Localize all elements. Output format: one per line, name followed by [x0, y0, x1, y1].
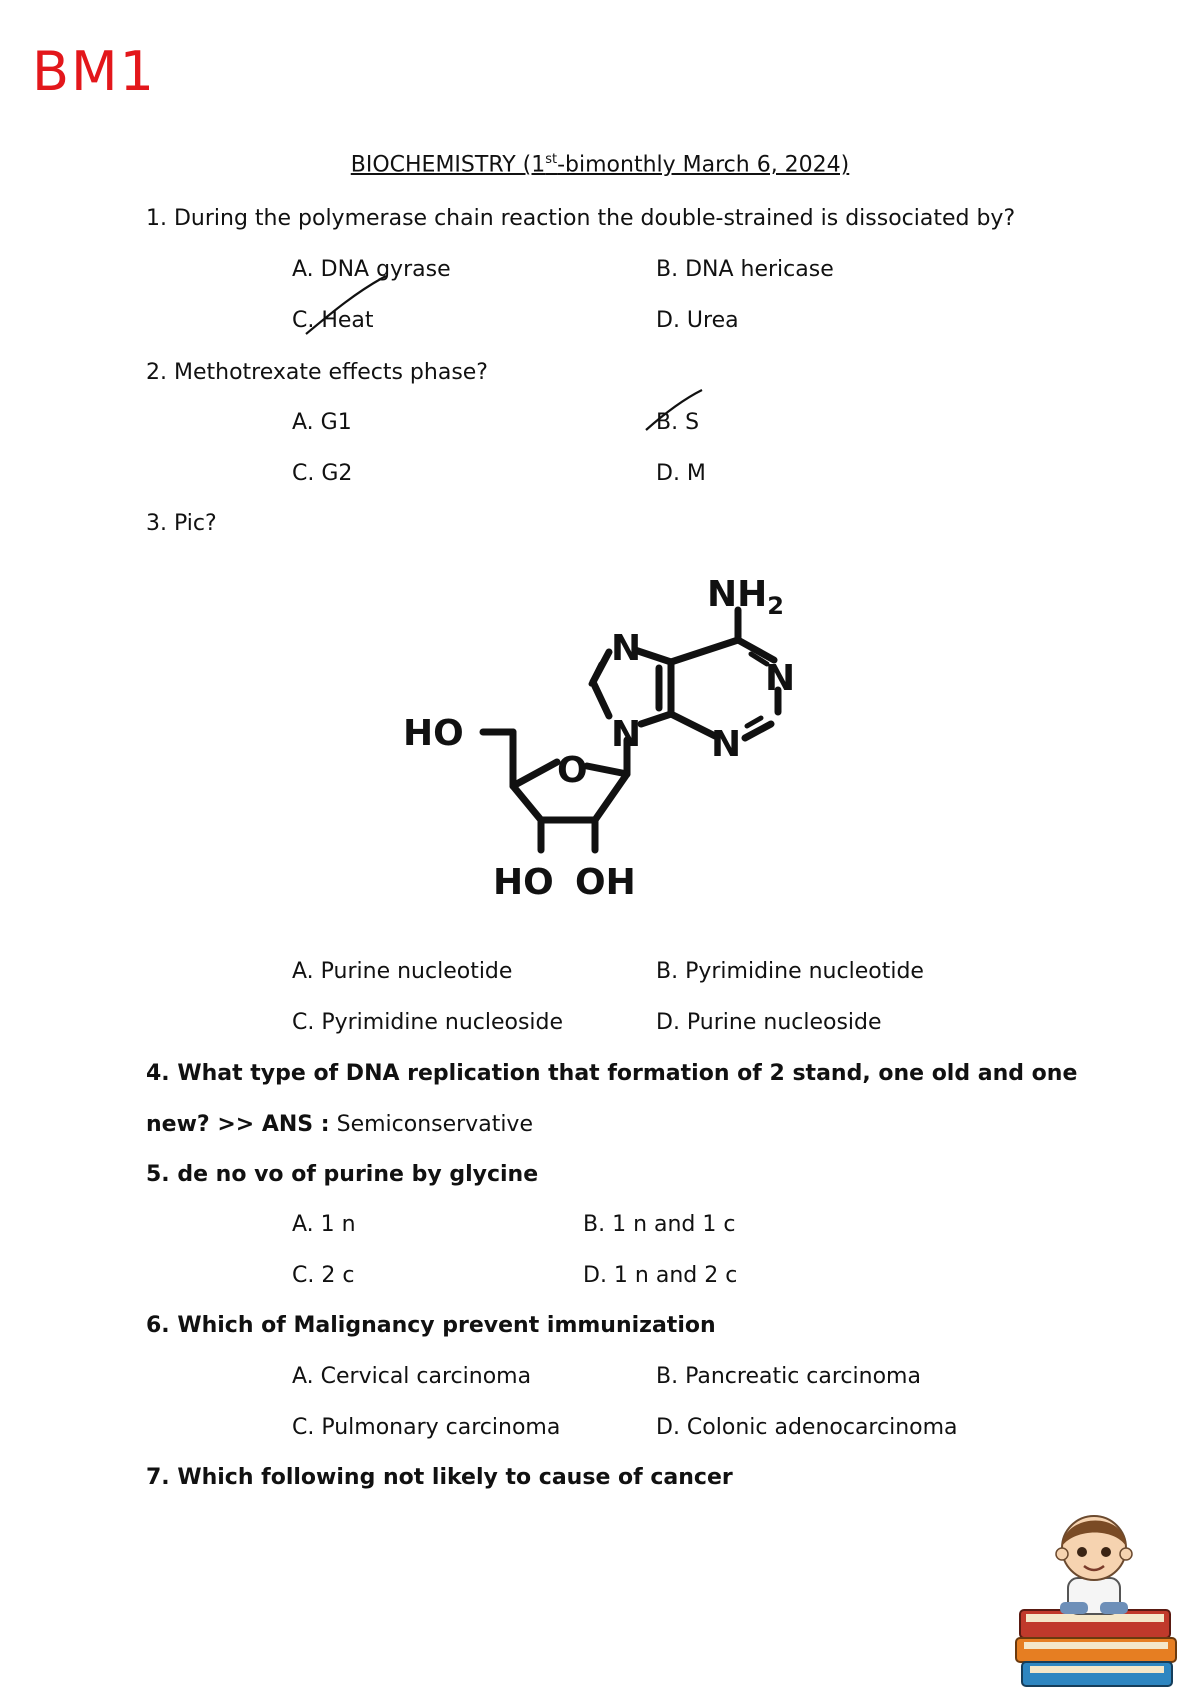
title-main: BIOCHEMISTRY (1: [350, 152, 546, 178]
q3-option-a: A. Purine nucleotide: [292, 959, 513, 984]
question-2: 2. Methotrexate effects phase?: [146, 360, 488, 385]
title-rest: -bimonthly March 6, 2024): [557, 152, 850, 178]
q5-option-a: A. 1 n: [292, 1212, 356, 1237]
q1-option-a: A. DNA gyrase: [292, 257, 451, 282]
q1-option-d: D. Urea: [656, 308, 739, 333]
q2-option-a: A. G1: [292, 410, 352, 435]
q2-option-d: D. M: [656, 461, 706, 486]
adenosine-structure-figure: [395, 548, 815, 928]
q6-option-b: B. Pancreatic carcinoma: [656, 1364, 921, 1389]
student-on-books-illustration: [1014, 1506, 1182, 1690]
label-oh-3prime: OH: [575, 862, 636, 903]
q5-option-d: D. 1 n and 2 c: [583, 1263, 738, 1288]
label-n7: N: [611, 628, 642, 669]
question-4-answer: Semiconservative: [329, 1112, 533, 1137]
q2-option-c: C. G2: [292, 461, 353, 486]
question-4-continuation: new? >> ANS :: [146, 1112, 330, 1137]
question-5: 5. de no vo of purine by glycine: [146, 1162, 539, 1187]
question-4-line-2: [146, 1112, 533, 1137]
label-n3: N: [711, 724, 742, 765]
question-4: 4. What type of DNA replication that formation of 2 stand, one old and one: [146, 1061, 1078, 1086]
label-nh2: $NH_2$: [707, 574, 784, 620]
title-superscript: st: [545, 152, 558, 167]
label-n1: N: [765, 658, 796, 699]
question-6: 6. Which of Malignancy prevent immunization: [146, 1313, 716, 1338]
page-title: [0, 152, 1200, 177]
q6-option-c: C. Pulmonary carcinoma: [292, 1415, 561, 1440]
question-1: 1. During the polymerase chain reaction the double-strained is dissociated by?: [146, 206, 1016, 231]
q1-option-b: B. DNA hericase: [656, 257, 834, 282]
q2-option-b: B. S: [656, 410, 700, 435]
bm1-stamp: BM1: [32, 40, 156, 103]
q3-option-d: D. Purine nucleoside: [656, 1010, 882, 1035]
label-ho-2prime: HO: [493, 862, 554, 903]
q6-option-a: A. Cervical carcinoma: [292, 1364, 532, 1389]
answer-check-mark-q1: [300, 272, 390, 340]
question-3: 3. Pic?: [146, 511, 217, 536]
q1-option-c: C. Heat: [292, 308, 374, 333]
label-ring-oxygen: O: [557, 750, 588, 791]
question-7: 7. Which following not likely to cause of cancer: [146, 1465, 733, 1490]
label-n9: N: [611, 714, 642, 755]
q5-option-c: C. 2 c: [292, 1263, 355, 1288]
answer-check-mark-q2: [640, 386, 706, 436]
q6-option-d: D. Colonic adenocarcinoma: [656, 1415, 958, 1440]
q3-option-b: B. Pyrimidine nucleotide: [656, 959, 924, 984]
q5-option-b: B. 1 n and 1 c: [583, 1212, 736, 1237]
q3-option-c: C. Pyrimidine nucleoside: [292, 1010, 564, 1035]
label-ho-5prime: HO: [403, 713, 464, 754]
